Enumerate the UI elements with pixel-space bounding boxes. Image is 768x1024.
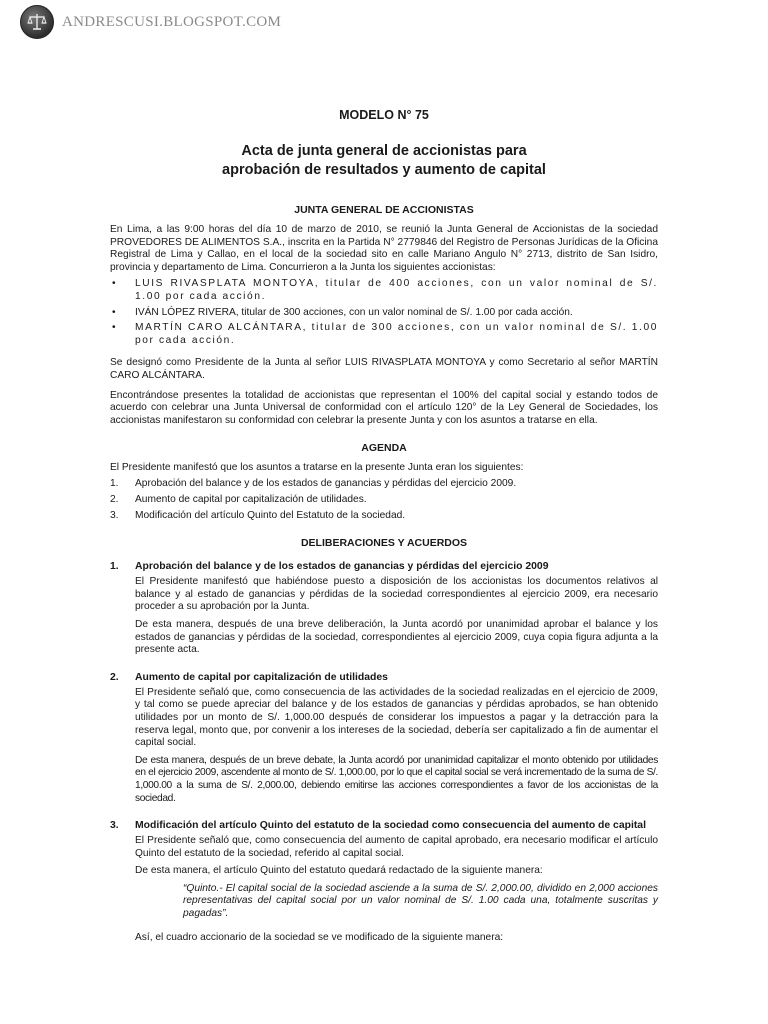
- item-paragraph: De esta manera, el artículo Quinto del estatuto quedará redactado de la siguiente manera:: [135, 865, 543, 877]
- quorum-paragraph: Encontrándose presentes la totalidad de accionistas que representan el 100% del capital social y estando todos de acuerdo con celebrar una Junta Universal de conformidad con el artículo 120° de la Ley General de Sociedades, los accionistas manifestaron su conformidad con celebrar la presente Junta y con los asuntos a tratarse en ella.: [110, 389, 658, 426]
- item-paragraph: El Presidente señaló que, como consecuencia de las actividades de la sociedad realizadas en el ejercicio de 2009, y tal como se puede apreciar del balance y de los estados de ganancias y pérdidas aprobados, se han obtenido utilidades por un monto de S/. 1,000.00 después de considerar los impuestos a pagar y la detracción para la reserva legal, monto que, por convenir a los intereses de la sociedad, debería ser capitalizado a fin de aumentar el capital social.: [135, 686, 658, 749]
- intro-paragraph: En Lima, a las 9:00 horas del día 10 de marzo de 2010, se reunió la Junta General de Accionistas de la sociedad PROVEDORES DE ALIMENTOS S.A., inscrita en la Partida N° 2779846 del Registro de Personas Jurídicas de la Oficina Registral de Lima y Callao, en el local de la sociedad sito en calle Mariano Angulo N° 2713, distrito de San Isidro, provincia y departamento de Lima. Concurrieron a la Junta los siguientes accionistas:: [110, 224, 658, 273]
- item-body: [110, 687, 658, 805]
- list-item: [110, 478, 658, 491]
- agenda-number: 1.: [110, 477, 119, 489]
- list-item: [110, 307, 658, 320]
- item-number: 3.: [110, 820, 119, 832]
- item-paragraph: El Presidente señaló que, como consecuencia del aumento de capital aprobado, era necesario modificar el artículo Quinto del estatuto de la sociedad, referido al capital social.: [135, 835, 658, 859]
- document-page: [110, 106, 658, 944]
- statute-quote: “Quinto.- El capital social de la sociedad asciende a la suma de S/. 2,000.00, dividido en 2,000 acciones representativas del capital social por un valor nominal de S/. 1.00 cada una, totalmente suscritas y pagadas”.: [183, 882, 658, 920]
- agenda-intro: El Presidente manifestó que los asuntos a tratarse en la presente Junta eran los siguientes:: [110, 462, 524, 474]
- list-item: [110, 494, 658, 507]
- item-body: [110, 835, 658, 944]
- scales-glyph: [26, 11, 48, 33]
- shareholder-text: LUIS RIVASPLATA MONTOYA, titular de 400 acciones, con un valor nominal de S/. 1.00 por cada acción.: [135, 278, 658, 302]
- deliberation-item-2: [110, 671, 658, 805]
- item-paragraph: De esta manera, después de una breve deliberación, la Junta acordó por unanimidad aprobar el balance y los estados de ganancias y pérdidas de la sociedad, correspondientes al ejercicio 2009, cuya copia figura adjunta a la presente acta.: [135, 618, 658, 656]
- list-item: [110, 510, 658, 523]
- item-body: [110, 576, 658, 657]
- list-item: [110, 322, 658, 347]
- document-title: [110, 142, 658, 180]
- item-number: 1.: [110, 561, 119, 573]
- bullet-icon: •: [112, 322, 116, 334]
- item-heading: [110, 560, 658, 573]
- heading-deliberations: DELIBERACIONES Y ACUERDOS: [300, 537, 468, 550]
- item-paragraph: De esta manera, después de un breve debate, la Junta acordó por unanimidad capitalizar el monto obtenido por utilidades en el ejercicio 2009, ascendente al monto de S/. 1,000.00, por lo que el capital social se verá incrementado de la suma de S/. 1,000.00 a la suma de S/. 2,000.00, debiendo emitirse las acciones correspondientes a favor de los accionistas de la sociedad.: [135, 754, 658, 804]
- deliberation-item-1: [110, 560, 658, 657]
- item-paragraph: Así, el cuadro accionario de la sociedad se ve modificado de la siguiente manera:: [135, 931, 504, 943]
- agenda-number: 2.: [110, 494, 119, 505]
- item-number: 2.: [110, 671, 119, 683]
- item-paragraph: El Presidente manifestó que habiéndose puesto a disposición de los accionistas los documentos relativos al balance y al estado de ganancias y pérdidas de la sociedad correspondientes al ejercicio 2009, era necesario proceder a su aprobación por la Junta.: [135, 576, 658, 613]
- item-title: Aumento de capital por capitalización de utilidades: [135, 671, 388, 683]
- heading-agenda: AGENDA: [361, 442, 407, 455]
- designation-paragraph: Se designó como Presidente de la Junta al señor LUIS RIVASPLATA MONTOYA y como Secretario al señor MARTÍN CARO ALCÁNTARA.: [110, 357, 658, 381]
- deliberation-item-3: [110, 819, 658, 944]
- agenda-text: Aumento de capital por capitalización de utilidades.: [135, 494, 367, 505]
- item-heading: [110, 819, 658, 832]
- heading-junta: JUNTA GENERAL DE ACCIONISTAS: [294, 204, 474, 216]
- item-heading: [110, 671, 658, 684]
- item-title: Aprobación del balance y de los estados de ganancias y pérdidas del ejercicio 2009: [135, 561, 549, 573]
- blog-name[interactable]: ANDRESCUSI.BLOGSPOT.COM: [62, 13, 282, 30]
- bullet-icon: •: [112, 306, 116, 318]
- shareholder-text: IVÁN LÓPEZ RIVERA, titular de 300 acciones, con un valor nominal de S/. 1.00 por cada acción.: [135, 306, 573, 318]
- bullet-icon: •: [112, 278, 116, 290]
- list-item: [110, 278, 658, 303]
- agenda-text: Modificación del artículo Quinto del Estatuto de la sociedad.: [135, 510, 406, 522]
- item-title: Modificación del artículo Quinto del estatuto de la sociedad como consecuencia del aumento de capital: [135, 820, 646, 832]
- title-line-2: aprobación de resultados y aumento de capital: [222, 162, 546, 178]
- agenda-number: 3.: [110, 510, 119, 522]
- title-line-1: Acta de junta general de accionistas para: [241, 143, 527, 159]
- shareholder-text: MARTÍN CARO ALCÁNTARA, titular de 300 acciones, con un valor nominal de S/. 1.00 por cada acción.: [135, 322, 658, 346]
- blog-header: [20, 5, 281, 39]
- scales-of-justice-icon: [20, 5, 54, 39]
- model-number: MODELO N° 75: [339, 108, 429, 122]
- agenda-text: Aprobación del balance y de los estados de ganancias y pérdidas del ejercicio 2009.: [135, 477, 517, 489]
- shareholders-list: [110, 278, 658, 347]
- agenda-list: [110, 478, 658, 523]
